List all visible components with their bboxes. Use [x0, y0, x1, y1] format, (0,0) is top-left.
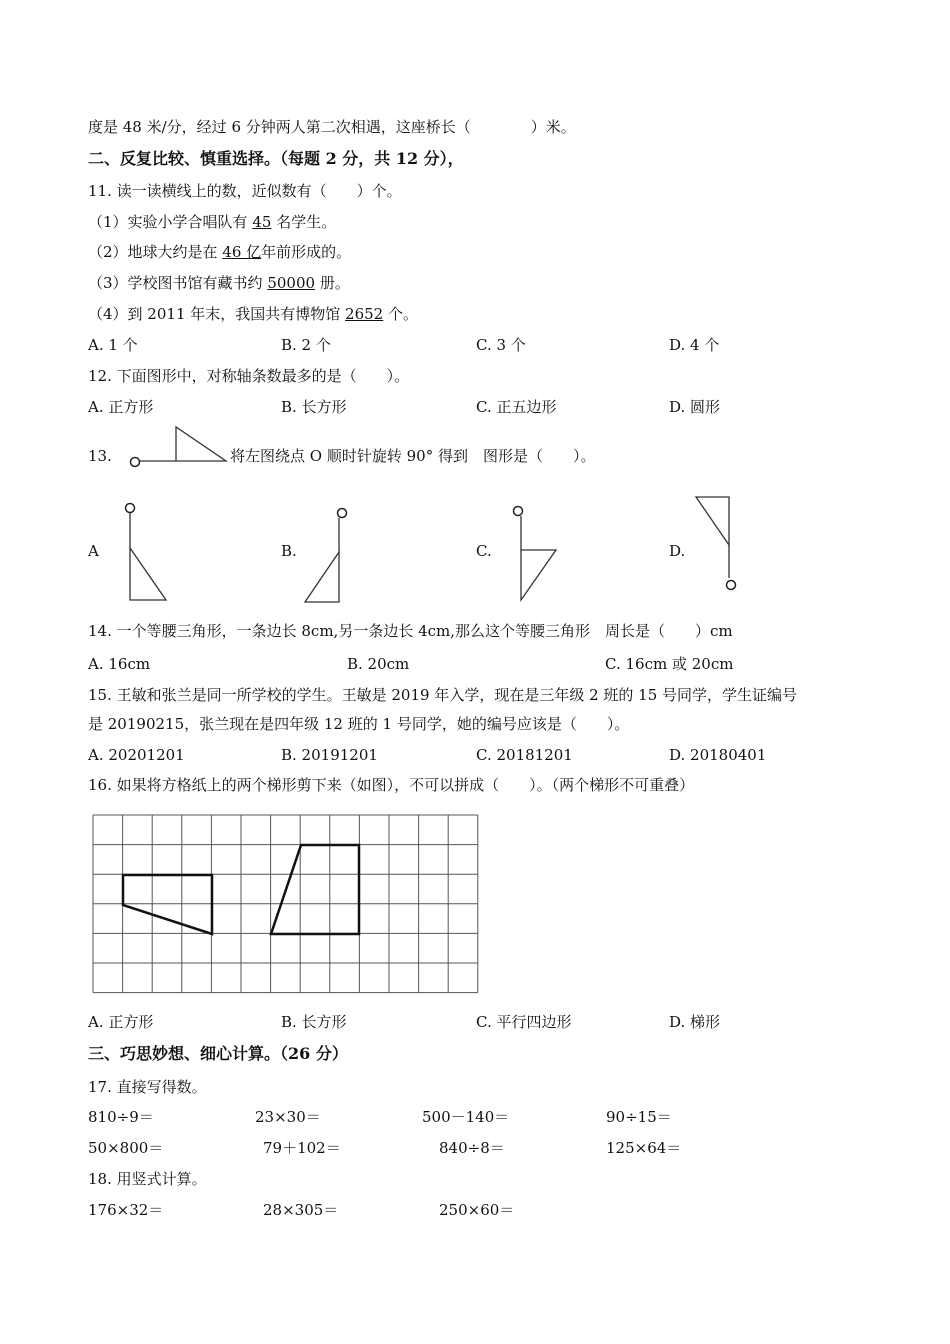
- q11-option-c[interactable]: C. 3 个: [476, 336, 526, 354]
- q15-option-c[interactable]: C. 20181201: [476, 746, 573, 764]
- q11-option-b[interactable]: B. 2 个: [281, 336, 331, 354]
- q11-stem: 11. 读一读横线上的数，近似数有（ ）个。: [88, 182, 402, 200]
- q13-stem: 将左图绕点 O 顺时针旋转 90° 得到 图形是（ ）。: [230, 447, 596, 465]
- q13-option-d[interactable]: D.: [669, 542, 686, 560]
- q13-original-figure: [126, 424, 230, 470]
- q16-option-b[interactable]: B. 长方形: [281, 1013, 347, 1031]
- q17-calc: 23×30＝: [255, 1108, 321, 1126]
- q12-option-a[interactable]: A. 正方形: [88, 398, 154, 416]
- q14-option-b[interactable]: B. 20cm: [347, 655, 410, 673]
- q16-stem: 16. 如果将方格纸上的两个梯形剪下来（如图），不可以拼成（ ）。（两个梯形不可重叠）: [88, 776, 695, 794]
- q17-calc: 79＋102＝: [263, 1139, 341, 1157]
- q16-option-d[interactable]: D. 梯形: [669, 1013, 721, 1031]
- q15-option-a[interactable]: A. 20201201: [88, 746, 185, 764]
- intro-text: 度是 48 米/分，经过 6 分钟两人第二次相遇，这座桥长（ ）米。: [88, 118, 576, 136]
- q12-option-c[interactable]: C. 正五边形: [476, 398, 557, 416]
- q17-calc: 810÷9＝: [88, 1108, 154, 1126]
- q14-option-c[interactable]: C. 16cm 或 20cm: [605, 655, 734, 673]
- q12-option-b[interactable]: B. 长方形: [281, 398, 347, 416]
- q13-figure-d: [690, 494, 750, 594]
- q17-calc: 500－140＝: [422, 1108, 510, 1126]
- q18-calc: 250×60＝: [439, 1201, 515, 1219]
- q17-calc: 840÷8＝: [439, 1139, 505, 1157]
- q17-calc: 125×64＝: [606, 1139, 682, 1157]
- q15-line-2: 是 20190215，张兰现在是四年级 12 班的 1 号同学，她的编号应该是（ ）。: [88, 715, 630, 733]
- q13-option-c[interactable]: C.: [476, 542, 492, 560]
- q11-option-a[interactable]: A. 1 个: [88, 336, 138, 354]
- q13-option-a[interactable]: A: [88, 542, 99, 560]
- q14-option-a[interactable]: A. 16cm: [88, 655, 151, 673]
- q15-option-b[interactable]: B. 20191201: [281, 746, 378, 764]
- q11-item-4: （4）到 2011 年末，我国共有博物馆 2652 个。: [88, 305, 418, 323]
- q13-option-b[interactable]: B.: [281, 542, 297, 560]
- q13-figure-a: [120, 500, 180, 604]
- q18-calc: 28×305＝: [263, 1201, 339, 1219]
- q15-line-1: 15. 王敏和张兰是同一所学校的学生。王敏是 2019 年入学，现在是三年级 2 班的 15 号同学，学生证编号: [88, 686, 798, 704]
- q11-item-2: （2）地球大约是在 46 亿年前形成的。: [88, 243, 352, 261]
- q12-stem: 12. 下面图形中，对称轴条数最多的是（ ）。: [88, 367, 410, 385]
- q11-item-3: （3）学校图书馆有藏书约 50000 册。: [88, 274, 350, 292]
- q16-option-c[interactable]: C. 平行四边形: [476, 1013, 572, 1031]
- q17-stem: 17. 直接写得数。: [88, 1078, 207, 1096]
- q17-calc: 90÷15＝: [606, 1108, 672, 1126]
- q18-stem: 18. 用竖式计算。: [88, 1170, 207, 1188]
- q11-item-1: （1）实验小学合唱队有 45 名学生。: [88, 213, 337, 231]
- q15-option-d[interactable]: D. 20180401: [669, 746, 767, 764]
- q13-figure-b: [300, 504, 360, 604]
- q17-calc: 50×800＝: [88, 1139, 164, 1157]
- q12-option-d[interactable]: D. 圆形: [669, 398, 721, 416]
- section-2-heading: 二、反复比较、慎重选择。（每题 2 分，共 12 分），: [88, 149, 464, 168]
- q13-figure-c: [508, 502, 568, 602]
- section-3-heading: 三、巧思妙想、细心计算。（26 分）: [88, 1044, 348, 1063]
- q11-option-d[interactable]: D. 4 个: [669, 336, 720, 354]
- q14-stem: 14. 一个等腰三角形，一条边长 8cm,另一条边长 4cm,那么这个等腰三角形 周长是（ ）cm: [88, 622, 733, 640]
- q16-trapezoid-right: [271, 845, 359, 934]
- q13-number: 13.: [88, 447, 112, 465]
- q16-grid-figure: [93, 815, 479, 996]
- q16-trapezoid-left: [123, 875, 212, 934]
- q18-calc: 176×32＝: [88, 1201, 164, 1219]
- q16-option-a[interactable]: A. 正方形: [88, 1013, 154, 1031]
